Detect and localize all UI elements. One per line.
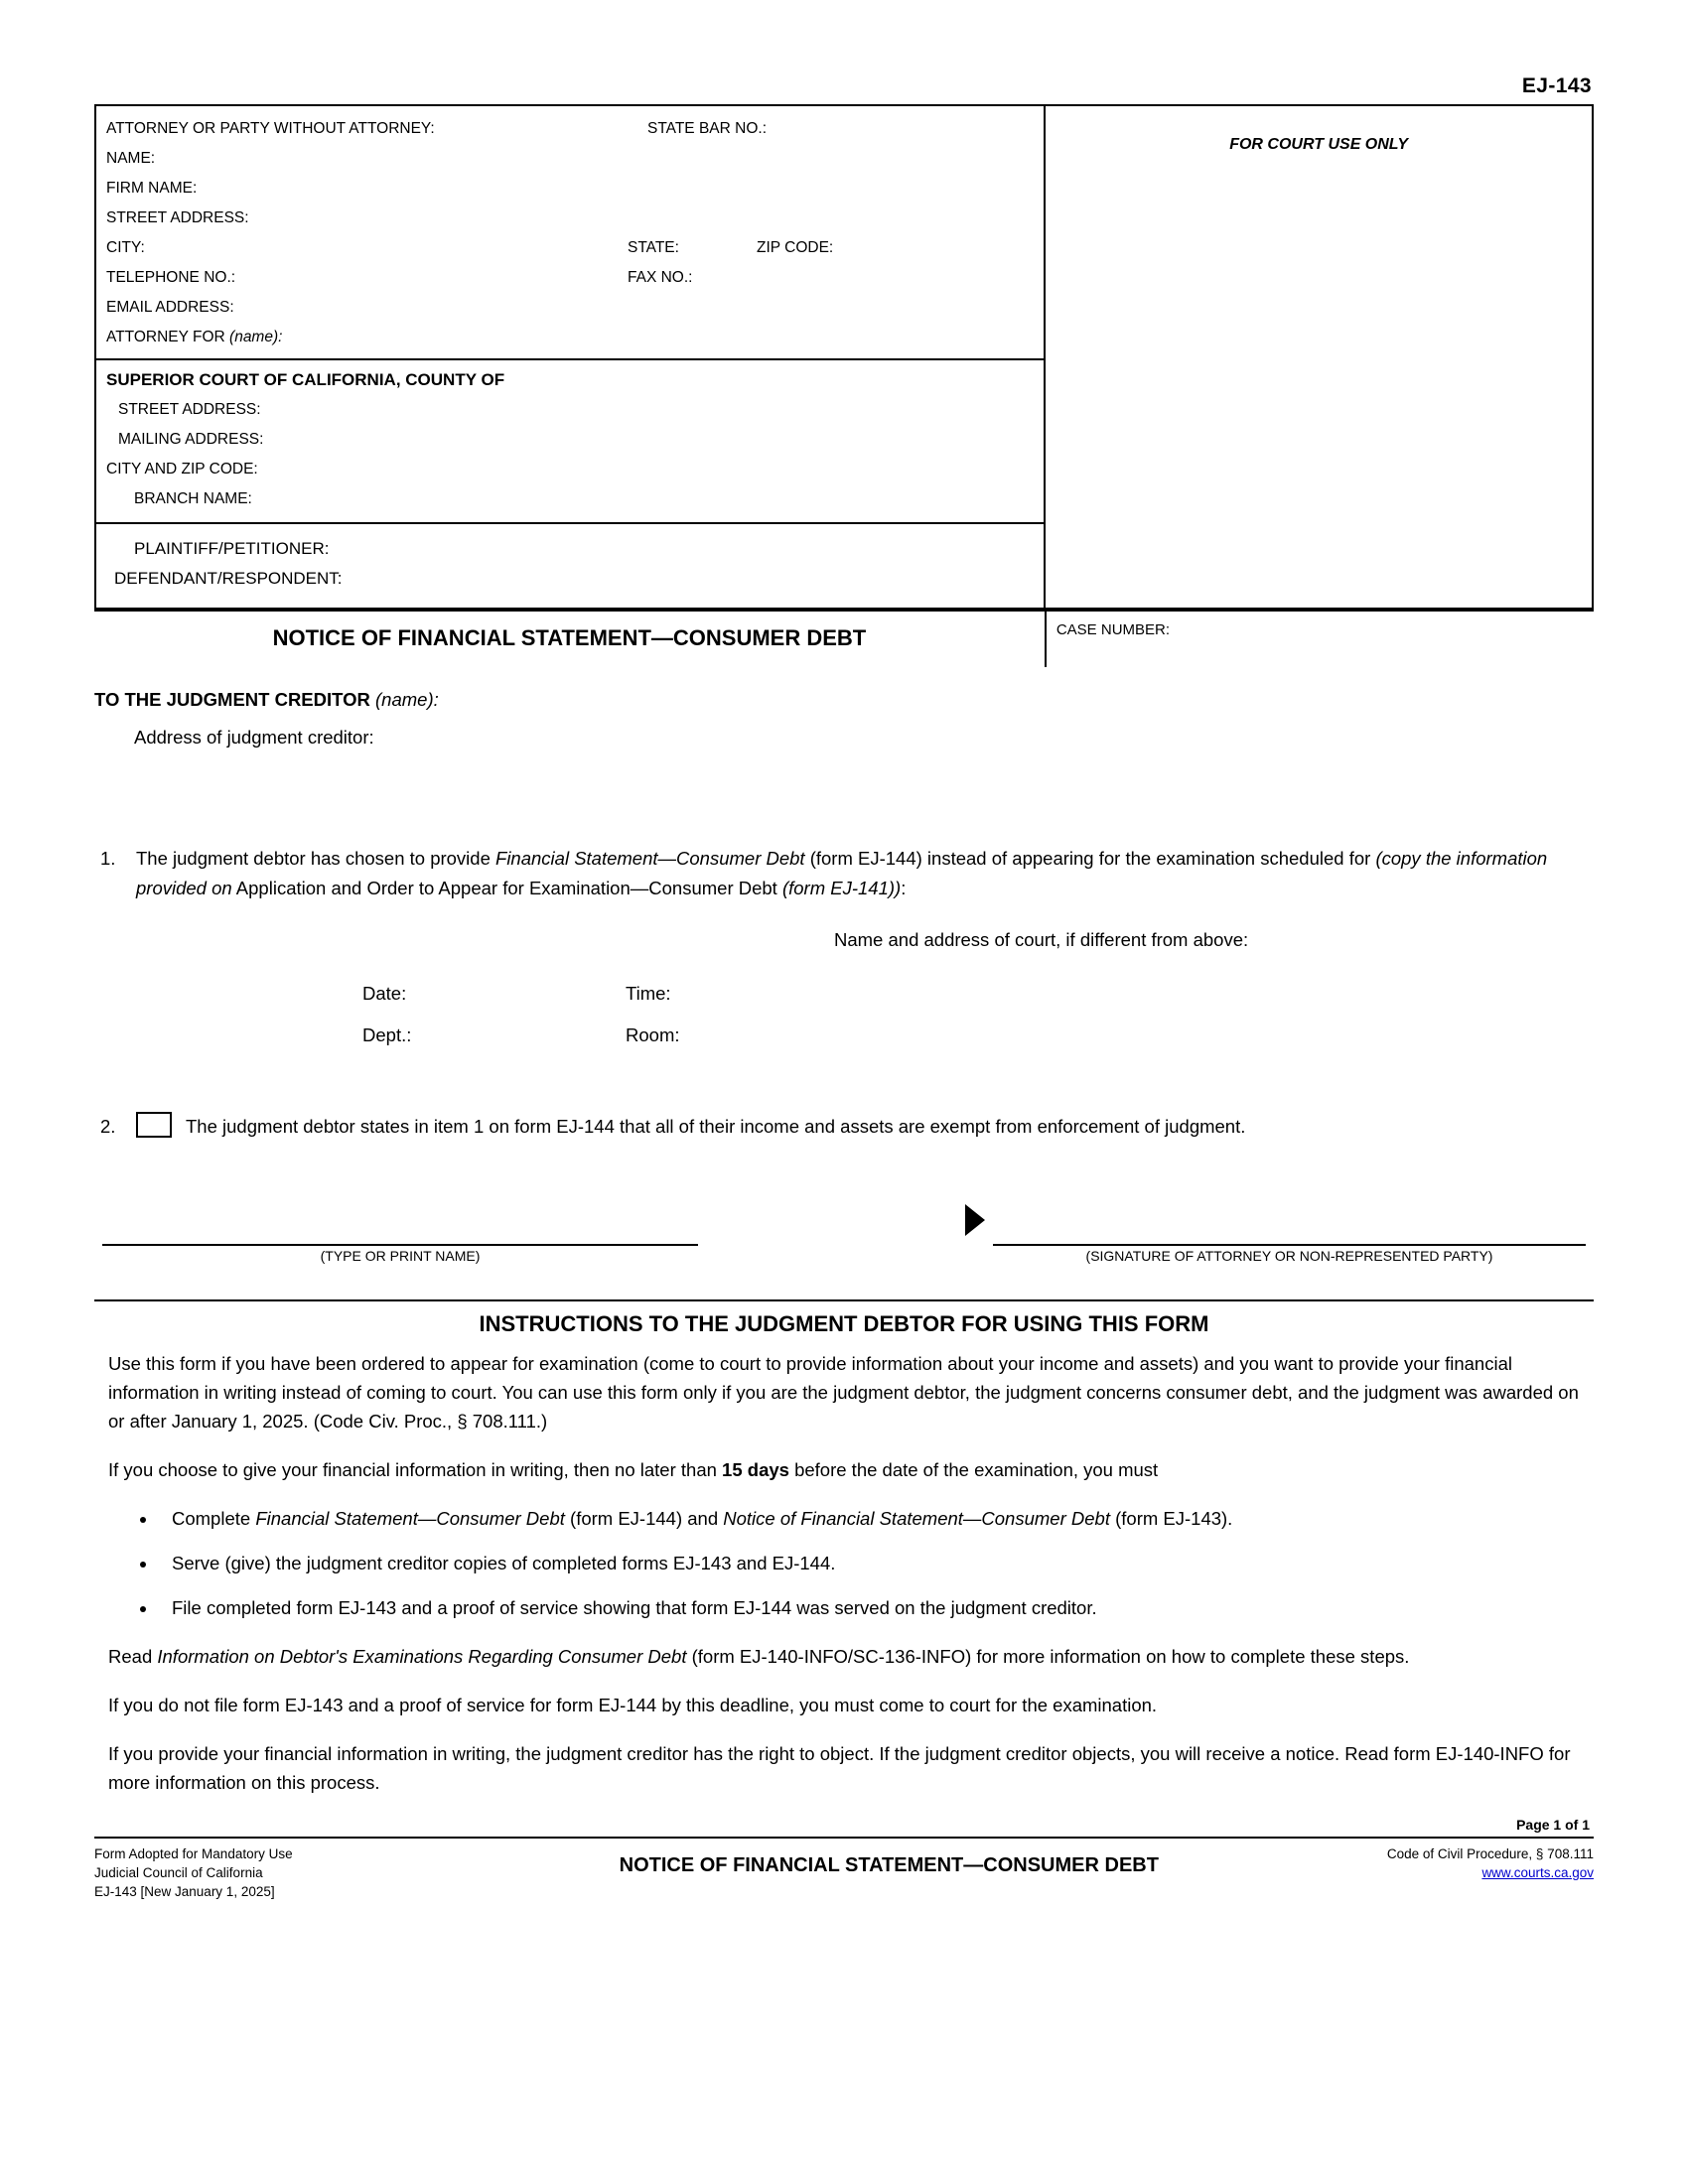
checkbox-exempt[interactable] <box>136 1112 172 1138</box>
instructions-para-2 <box>94 1455 1594 1484</box>
instructions-para-3 <box>94 1642 1594 1671</box>
for-court-use-only-label: FOR COURT USE ONLY <box>1229 136 1409 153</box>
defendant-label: DEFENDANT/RESPONDENT: <box>114 569 343 588</box>
dept-room-row <box>94 1015 1594 1056</box>
attorney-name-row <box>106 144 1034 174</box>
item-1-text-a: The judgment debtor has chosen to provide <box>136 848 496 869</box>
bullet-1-italic-1: Financial Statement—Consumer Debt <box>255 1508 565 1529</box>
firm-name-label: FIRM NAME: <box>106 180 198 197</box>
instructions-title: INSTRUCTIONS TO THE JUDGMENT DEBTOR FOR USING THIS FORM <box>479 1311 1209 1336</box>
instructions-para-3-a: Read <box>108 1646 158 1667</box>
attorney-block <box>96 106 1044 360</box>
footer-website-link[interactable]: www.courts.ca.gov <box>1481 1865 1594 1880</box>
type-or-print-name-caption: (TYPE OR PRINT NAME) <box>320 1248 481 1264</box>
date-time-row <box>94 973 1594 1015</box>
court-street-address-row <box>106 395 1034 425</box>
plaintiff-row <box>106 534 1034 564</box>
instructions-para-3-italic: Information on Debtor's Examinations Regarding Consumer Debt <box>157 1646 687 1667</box>
bullet-1-c: (form EJ-143). <box>1109 1508 1233 1529</box>
item-1-italic-a: Financial Statement—Consumer Debt <box>495 848 805 869</box>
item-1-text-c: Application and Order to Appear for Examination—Consumer Debt <box>231 878 782 898</box>
item-1-number: 1. <box>100 848 116 869</box>
item-1-text-b: (form EJ-144) instead of appearing for the examination scheduled for <box>804 848 1376 869</box>
item-2 <box>94 1112 1594 1143</box>
parties-block <box>96 524 1044 608</box>
form-number: EJ-143 <box>1521 74 1592 97</box>
email-label: EMAIL ADDRESS: <box>106 299 234 316</box>
item-2-number: 2. <box>100 1116 116 1137</box>
page-indicator: Page 1 of 1 <box>1516 1817 1590 1833</box>
court-block <box>96 360 1044 524</box>
form-body <box>94 689 1594 1901</box>
instructions-para-2-b: before the date of the examination, you must <box>788 1459 1159 1480</box>
dept-label: Dept.: <box>362 1024 412 1045</box>
form-title: NOTICE OF FINANCIAL STATEMENT—CONSUMER DEBT <box>94 612 1047 667</box>
to-judgment-creditor-row <box>94 689 1594 711</box>
form-sheet <box>94 74 1594 1901</box>
court-city-zip-row <box>106 455 1034 484</box>
case-number-cell <box>1047 612 1594 667</box>
time-label: Time: <box>626 983 671 1004</box>
court-city-zip-label: CITY AND ZIP CODE: <box>106 461 258 478</box>
bullet-1-italic-2: Notice of Financial Statement—Consumer Debt <box>723 1508 1110 1529</box>
footer-adopted-line-1: Form Adopted for Mandatory Use <box>94 1846 293 1861</box>
bullet-1-b: (form EJ-144) and <box>564 1508 724 1529</box>
court-branch-name-row <box>106 484 1034 514</box>
state-bar-label: STATE BAR NO.: <box>647 120 767 137</box>
footer-adoption-info <box>94 1844 589 1901</box>
instructions-para-2-a: If you choose to give your financial information in writing, then no later than <box>108 1459 723 1480</box>
caption-left-column <box>96 106 1046 608</box>
instructions-bullet-1 <box>158 1504 1594 1533</box>
zip-code-label: ZIP CODE: <box>757 239 834 256</box>
attorney-for-label: ATTORNEY FOR <box>106 329 225 345</box>
attorney-for-name: (name): <box>229 329 283 345</box>
attorney-header-row <box>106 114 1034 144</box>
court-street-address-label: STREET ADDRESS: <box>118 401 261 418</box>
creditor-address-row <box>94 727 1594 749</box>
telephone-fax-row <box>106 263 1034 293</box>
instructions-bullet-3: • File completed form EJ-143 and a proof of service showing that form EJ-144 was served on the judgment creditor. <box>158 1593 1594 1622</box>
footer-form-title: NOTICE OF FINANCIAL STATEMENT—CONSUMER DEBT <box>619 1854 1159 1876</box>
defendant-row <box>106 564 1034 594</box>
instructions-divider <box>94 1299 1594 1301</box>
signature-arrow-icon <box>965 1204 985 1236</box>
firm-name-row <box>106 174 1034 204</box>
case-number-label: CASE NUMBER: <box>1055 621 1171 638</box>
court-name-address-note: Name and address of court, if different from above: <box>834 929 1249 950</box>
instructions-bullet-2: • Serve (give) the judgment creditor copies of completed forms EJ-143 and EJ-144. <box>158 1549 1594 1577</box>
to-judgment-creditor-name: (name): <box>375 689 439 710</box>
print-name-line[interactable] <box>102 1244 698 1246</box>
item-1-text <box>136 844 1594 903</box>
court-mailing-address-row <box>106 425 1034 455</box>
attorney-name-label: NAME: <box>106 150 156 167</box>
city-state-zip-row <box>106 233 1034 263</box>
instructions-section <box>94 1311 1594 1797</box>
caption-box <box>94 104 1594 610</box>
instructions-bullet-list <box>94 1504 1594 1622</box>
instructions-para-1: Use this form if you have been ordered to appear for examination (come to court to provide information about your income and assets) and you want to provide your financial information in writing instead of coming to court. You can use this form only if you are the judgment debtor, the judgment concerns consumer debt, and the judgment was awarded on or after January 1, 2025. (Code Civ. Proc., § 708.111.) <box>108 1353 1579 1432</box>
item-1-italic-c: (form EJ-141)) <box>781 878 902 898</box>
item-1-text-d: : <box>901 878 907 898</box>
caption-right-column <box>1046 106 1592 608</box>
item-2-text: The judgment debtor states in item 1 on form EJ-144 that all of their income and assets are exempt from enforcement of judgment. <box>186 1116 1246 1137</box>
instructions-para-2-bold: 15 days <box>722 1459 789 1480</box>
state-label: STATE: <box>628 239 679 256</box>
telephone-label: TELEPHONE NO.: <box>106 269 236 286</box>
signature-caption: (SIGNATURE OF ATTORNEY OR NON-REPRESENTED PARTY) <box>1085 1248 1493 1264</box>
page-footer <box>94 1837 1594 1901</box>
city-label: CITY: <box>106 239 145 256</box>
bullet-1-a: Complete <box>172 1508 256 1529</box>
court-title: SUPERIOR COURT OF CALIFORNIA, COUNTY OF <box>106 370 505 389</box>
footer-adopted-line-2: Judicial Council of California <box>94 1865 263 1880</box>
date-label: Date: <box>362 983 407 1004</box>
item-1-italic-b: (copy the information provided on <box>136 848 1548 898</box>
court-branch-name-label: BRANCH NAME: <box>134 490 252 507</box>
street-address-label: STREET ADDRESS: <box>106 209 249 226</box>
instructions-para-4: If you do not file form EJ-143 and a proof of service for form EJ-144 by this deadline, you must come to court for the examination. <box>108 1695 1158 1715</box>
email-row <box>106 293 1034 323</box>
room-label: Room: <box>626 1024 680 1045</box>
instructions-para-3-b: (form EJ-140-INFO/SC-136-INFO) for more information on how to complete these steps. <box>686 1646 1410 1667</box>
court-mailing-address-label: MAILING ADDRESS: <box>118 431 264 448</box>
to-judgment-creditor-label: TO THE JUDGMENT CREDITOR <box>94 689 370 710</box>
item-2-checkbox[interactable] <box>136 1112 186 1143</box>
signature-line[interactable] <box>993 1244 1586 1246</box>
creditor-address-label: Address of judgment creditor: <box>134 727 374 748</box>
form-title-row <box>94 610 1594 667</box>
signature-area <box>94 1204 1594 1270</box>
attorney-for-row <box>106 323 1034 352</box>
item-1 <box>94 844 1594 903</box>
attorney-header-label: ATTORNEY OR PARTY WITHOUT ATTORNEY: <box>106 120 435 137</box>
plaintiff-label: PLAINTIFF/PETITIONER: <box>134 539 330 558</box>
footer-code-line: Code of Civil Procedure, § 708.111 <box>1386 1846 1594 1861</box>
fax-label: FAX NO.: <box>628 269 693 286</box>
street-address-row <box>106 204 1034 233</box>
footer-legal-info <box>1189 1844 1594 1882</box>
footer-adopted-line-3: EJ-143 [New January 1, 2025] <box>94 1884 275 1899</box>
instructions-para-5: If you provide your financial information in writing, the judgment creditor has the right to object. If the judgment creditor objects, you will receive a notice. Read form EJ-140-INFO for more information on this process. <box>108 1743 1571 1793</box>
